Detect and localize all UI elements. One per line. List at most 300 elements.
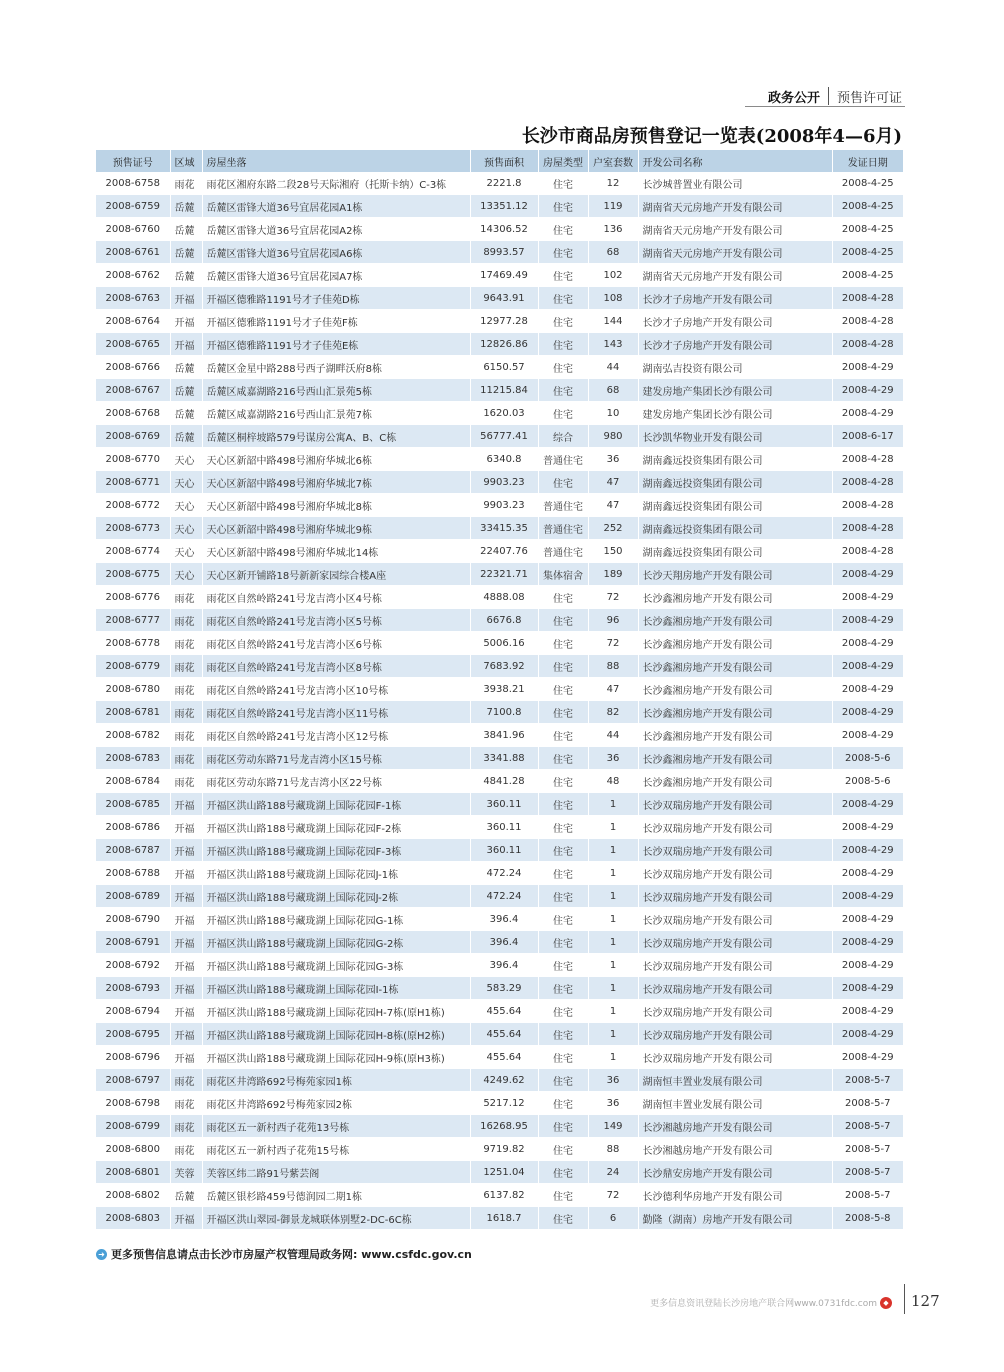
cell-area: 455.64: [470, 1023, 538, 1046]
cell-permit-no: 2008-6797: [96, 1069, 170, 1092]
cell-units: 1: [588, 793, 638, 816]
table-row: [96, 793, 903, 816]
cell-issue-date: 2008-4-28: [832, 540, 903, 563]
cell-location: 天心区新韶中路498号湘府华城北7栋: [202, 471, 470, 494]
table-row: [96, 724, 903, 747]
cell-units: 6: [588, 1207, 638, 1230]
cell-permit-no: 2008-6782: [96, 724, 170, 747]
table-row: [96, 770, 903, 793]
col-header-location: 房屋坐落: [202, 150, 470, 172]
cell-developer: 长沙城普置业有限公司: [638, 172, 832, 195]
cell-area: 360.11: [470, 816, 538, 839]
cell-permit-no: 2008-6766: [96, 356, 170, 379]
cell-location: 天心区新韶中路498号湘府华城北9栋: [202, 517, 470, 540]
subsection-label: 预售许可证: [836, 90, 902, 106]
cell-area: 455.64: [470, 1046, 538, 1069]
cell-permit-no: 2008-6792: [96, 954, 170, 977]
cell-issue-date: 2008-4-29: [832, 379, 903, 402]
table-row: [96, 1092, 903, 1115]
table-row: [96, 1161, 903, 1184]
cell-type: 住宅: [538, 1115, 588, 1138]
cell-area: 4841.28: [470, 770, 538, 793]
cell-developer: 长沙鑫湘房地产开发有限公司: [638, 632, 832, 655]
cell-permit-no: 2008-6770: [96, 448, 170, 471]
cell-type: 住宅: [538, 954, 588, 977]
cell-type: 住宅: [538, 701, 588, 724]
cell-location: 天心区新韶中路498号湘府华城北8栋: [202, 494, 470, 517]
cell-area: 455.64: [470, 1000, 538, 1023]
cell-district: 岳麓: [170, 264, 202, 287]
cell-area: 360.11: [470, 793, 538, 816]
cell-units: 96: [588, 609, 638, 632]
cell-issue-date: 2008-4-28: [832, 448, 903, 471]
cell-developer: 长沙双瑞房地产开发有限公司: [638, 977, 832, 1000]
cell-issue-date: 2008-4-29: [832, 816, 903, 839]
cell-area: 360.11: [470, 839, 538, 862]
cell-district: 开福: [170, 1046, 202, 1069]
footnote-text: 更多预售信息请点击长沙市房屋产权管理局政务网: www.csfdc.gov.cn: [111, 1248, 472, 1261]
cell-area: 17469.49: [470, 264, 538, 287]
cell-permit-no: 2008-6801: [96, 1161, 170, 1184]
table-row: [96, 747, 903, 770]
cell-developer: 长沙天翔房地产开发有限公司: [638, 563, 832, 586]
cell-district: 开福: [170, 977, 202, 1000]
col-header-type: 房屋类型: [538, 150, 588, 172]
table-row: [96, 586, 903, 609]
cell-developer: 长沙鑫湘房地产开发有限公司: [638, 586, 832, 609]
cell-location: 岳麓区桐梓坡路579号谋房公寓A、B、C栋: [202, 425, 470, 448]
page-title: 长沙市商品房预售登记一览表(2008年4—6月): [521, 126, 902, 147]
cell-permit-no: 2008-6773: [96, 517, 170, 540]
cell-type: 住宅: [538, 1184, 588, 1207]
cell-type: 住宅: [538, 1138, 588, 1161]
cell-permit-no: 2008-6779: [96, 655, 170, 678]
site-logo-icon: ◆: [880, 1297, 892, 1309]
cell-area: 1620.03: [470, 402, 538, 425]
cell-issue-date: 2008-4-29: [832, 1046, 903, 1069]
cell-district: 岳麓: [170, 425, 202, 448]
cell-developer: 建发房地产集团长沙有限公司: [638, 402, 832, 425]
cell-permit-no: 2008-6778: [96, 632, 170, 655]
cell-district: 天心: [170, 494, 202, 517]
cell-area: 583.29: [470, 977, 538, 1000]
cell-location: 雨花区劳动东路71号龙吉湾小区15号栋: [202, 747, 470, 770]
cell-area: 6137.82: [470, 1184, 538, 1207]
cell-units: 1: [588, 1046, 638, 1069]
cell-units: 72: [588, 586, 638, 609]
cell-permit-no: 2008-6783: [96, 747, 170, 770]
cell-area: 4888.08: [470, 586, 538, 609]
cell-permit-no: 2008-6790: [96, 908, 170, 931]
cell-location: 岳麓区雷锋大道36号宜居花园A2栋: [202, 218, 470, 241]
section-header: [745, 86, 905, 107]
cell-location: 岳麓区雷锋大道36号宜居花园A7栋: [202, 264, 470, 287]
cell-area: 14306.52: [470, 218, 538, 241]
section-label: 政务公开: [767, 90, 820, 106]
table-body: [96, 172, 903, 1230]
cell-location: 开福区洪山路188号藏珑湖上国际花园F-3栋: [202, 839, 470, 862]
table-row: [96, 310, 903, 333]
cell-type: 普通住宅: [538, 540, 588, 563]
cell-permit-no: 2008-6802: [96, 1184, 170, 1207]
cell-location: 开福区洪山翠园-御景龙城联体别墅2-DC-6C栋: [202, 1207, 470, 1230]
cell-issue-date: 2008-4-29: [832, 931, 903, 954]
cell-type: 住宅: [538, 770, 588, 793]
cell-permit-no: 2008-6765: [96, 333, 170, 356]
table-row: [96, 540, 903, 563]
cell-permit-no: 2008-6795: [96, 1023, 170, 1046]
cell-units: 1: [588, 839, 638, 862]
cell-issue-date: 2008-5-6: [832, 770, 903, 793]
cell-district: 岳麓: [170, 356, 202, 379]
site-note: [650, 1296, 892, 1309]
cell-developer: 长沙双瑞房地产开发有限公司: [638, 1023, 832, 1046]
cell-permit-no: 2008-6789: [96, 885, 170, 908]
cell-district: 开福: [170, 839, 202, 862]
table-row: [96, 678, 903, 701]
cell-units: 82: [588, 701, 638, 724]
cell-developer: 长沙鑫湘房地产开发有限公司: [638, 701, 832, 724]
cell-location: 开福区洪山路188号藏珑湖上国际花园G-3栋: [202, 954, 470, 977]
cell-area: 396.4: [470, 908, 538, 931]
cell-location: 岳麓区银杉路459号德润园二期1栋: [202, 1184, 470, 1207]
cell-type: 住宅: [538, 195, 588, 218]
cell-developer: 长沙才子房地产开发有限公司: [638, 287, 832, 310]
cell-issue-date: 2008-4-29: [832, 402, 903, 425]
cell-area: 6340.8: [470, 448, 538, 471]
cell-type: 住宅: [538, 1207, 588, 1230]
cell-area: 1251.04: [470, 1161, 538, 1184]
table-row: [96, 448, 903, 471]
cell-permit-no: 2008-6786: [96, 816, 170, 839]
cell-developer: 长沙双瑞房地产开发有限公司: [638, 1000, 832, 1023]
cell-area: 1618.7: [470, 1207, 538, 1230]
cell-type: 住宅: [538, 816, 588, 839]
cell-district: 开福: [170, 333, 202, 356]
cell-issue-date: 2008-5-7: [832, 1115, 903, 1138]
cell-area: 3341.88: [470, 747, 538, 770]
cell-location: 岳麓区咸嘉湖路216号西山汇景苑5栋: [202, 379, 470, 402]
cell-type: 住宅: [538, 586, 588, 609]
cell-units: 1: [588, 816, 638, 839]
cell-area: 22321.71: [470, 563, 538, 586]
cell-area: 4249.62: [470, 1069, 538, 1092]
table-row: [96, 632, 903, 655]
cell-developer: 湖南恒丰置业发展有限公司: [638, 1069, 832, 1092]
cell-permit-no: 2008-6803: [96, 1207, 170, 1230]
cell-district: 岳麓: [170, 218, 202, 241]
table-row: [96, 839, 903, 862]
cell-area: 3841.96: [470, 724, 538, 747]
cell-type: 住宅: [538, 678, 588, 701]
cell-location: 雨花区五一新村西子花苑13号栋: [202, 1115, 470, 1138]
cell-units: 149: [588, 1115, 638, 1138]
cell-type: 普通住宅: [538, 517, 588, 540]
cell-area: 9903.23: [470, 494, 538, 517]
cell-area: 7683.92: [470, 655, 538, 678]
table-row: [96, 1000, 903, 1023]
cell-area: 12826.86: [470, 333, 538, 356]
cell-district: 雨花: [170, 1138, 202, 1161]
cell-location: 天心区新韶中路498号湘府华城北6栋: [202, 448, 470, 471]
cell-type: 住宅: [538, 609, 588, 632]
cell-issue-date: 2008-5-7: [832, 1069, 903, 1092]
cell-issue-date: 2008-4-29: [832, 678, 903, 701]
cell-district: 雨花: [170, 770, 202, 793]
table-row: [96, 264, 903, 287]
cell-location: 雨花区井湾路692号梅苑家园2栋: [202, 1092, 470, 1115]
cell-issue-date: 2008-4-29: [832, 655, 903, 678]
cell-district: 雨花: [170, 1115, 202, 1138]
cell-developer: 长沙德利华房地产开发有限公司: [638, 1184, 832, 1207]
cell-units: 12: [588, 172, 638, 195]
cell-developer: 长沙双瑞房地产开发有限公司: [638, 885, 832, 908]
cell-type: 住宅: [538, 908, 588, 931]
cell-units: 47: [588, 494, 638, 517]
cell-location: 芙蓉区纬二路91号紫芸阁: [202, 1161, 470, 1184]
arrow-icon: ➜: [96, 1249, 107, 1260]
table-row: [96, 1207, 903, 1230]
table-row: [96, 1069, 903, 1092]
cell-developer: 长沙鑫湘房地产开发有限公司: [638, 678, 832, 701]
cell-units: 68: [588, 241, 638, 264]
table-row: [96, 172, 903, 195]
cell-location: 开福区洪山路188号藏珑湖上国际花园G-2栋: [202, 931, 470, 954]
cell-type: 住宅: [538, 172, 588, 195]
cell-permit-no: 2008-6777: [96, 609, 170, 632]
cell-developer: 湖南鑫远投资集团有限公司: [638, 494, 832, 517]
cell-area: 472.24: [470, 885, 538, 908]
cell-location: 开福区洪山路188号藏珑湖上国际花园H-7栋(原H1栋): [202, 1000, 470, 1023]
cell-type: 住宅: [538, 310, 588, 333]
cell-permit-no: 2008-6785: [96, 793, 170, 816]
cell-units: 36: [588, 1069, 638, 1092]
cell-location: 雨花区自然岭路241号龙吉湾小区6号栋: [202, 632, 470, 655]
cell-area: 472.24: [470, 862, 538, 885]
cell-type: 住宅: [538, 977, 588, 1000]
cell-developer: 长沙双瑞房地产开发有限公司: [638, 1046, 832, 1069]
cell-area: 396.4: [470, 931, 538, 954]
cell-developer: 长沙才子房地产开发有限公司: [638, 333, 832, 356]
cell-issue-date: 2008-4-28: [832, 517, 903, 540]
cell-issue-date: 2008-4-25: [832, 195, 903, 218]
cell-issue-date: 2008-4-28: [832, 471, 903, 494]
cell-units: 150: [588, 540, 638, 563]
table-row: [96, 241, 903, 264]
cell-permit-no: 2008-6764: [96, 310, 170, 333]
table-row: [96, 379, 903, 402]
cell-units: 48: [588, 770, 638, 793]
cell-type: 住宅: [538, 471, 588, 494]
cell-units: 143: [588, 333, 638, 356]
cell-area: 33415.35: [470, 517, 538, 540]
cell-developer: 湖南恒丰置业发展有限公司: [638, 1092, 832, 1115]
cell-district: 开福: [170, 885, 202, 908]
cell-type: 普通住宅: [538, 494, 588, 517]
cell-developer: 长沙湘越房地产开发有限公司: [638, 1138, 832, 1161]
cell-developer: 长沙湘越房地产开发有限公司: [638, 1115, 832, 1138]
cell-type: 住宅: [538, 241, 588, 264]
cell-issue-date: 2008-4-29: [832, 885, 903, 908]
table-row: [96, 517, 903, 540]
cell-developer: 湖南省天元房地产开发有限公司: [638, 195, 832, 218]
cell-units: 144: [588, 310, 638, 333]
cell-permit-no: 2008-6759: [96, 195, 170, 218]
table-row: [96, 908, 903, 931]
cell-type: 住宅: [538, 1069, 588, 1092]
cell-developer: 长沙双瑞房地产开发有限公司: [638, 839, 832, 862]
cell-location: 天心区新韶中路498号湘府华城北14栋: [202, 540, 470, 563]
table-row: [96, 977, 903, 1000]
cell-district: 天心: [170, 540, 202, 563]
cell-type: 住宅: [538, 885, 588, 908]
footnote: [96, 1246, 472, 1262]
cell-developer: 建发房地产集团长沙有限公司: [638, 379, 832, 402]
cell-area: 13351.12: [470, 195, 538, 218]
cell-district: 天心: [170, 563, 202, 586]
cell-permit-no: 2008-6762: [96, 264, 170, 287]
cell-area: 9903.23: [470, 471, 538, 494]
cell-permit-no: 2008-6800: [96, 1138, 170, 1161]
cell-type: 住宅: [538, 862, 588, 885]
cell-district: 雨花: [170, 586, 202, 609]
col-header-issue-date: 发证日期: [832, 150, 903, 172]
cell-district: 雨花: [170, 609, 202, 632]
cell-issue-date: 2008-4-29: [832, 1000, 903, 1023]
cell-permit-no: 2008-6781: [96, 701, 170, 724]
table-row: [96, 1115, 903, 1138]
cell-district: 天心: [170, 448, 202, 471]
cell-location: 开福区德雅路1191号才子佳苑F栋: [202, 310, 470, 333]
cell-area: 7100.8: [470, 701, 538, 724]
cell-units: 36: [588, 747, 638, 770]
cell-type: 住宅: [538, 931, 588, 954]
cell-district: 岳麓: [170, 402, 202, 425]
cell-type: 住宅: [538, 402, 588, 425]
page-number-divider: [904, 1284, 905, 1314]
cell-issue-date: 2008-4-25: [832, 218, 903, 241]
cell-area: 56777.41: [470, 425, 538, 448]
cell-location: 雨花区自然岭路241号龙吉湾小区5号栋: [202, 609, 470, 632]
cell-issue-date: 2008-4-29: [832, 701, 903, 724]
cell-units: 119: [588, 195, 638, 218]
cell-issue-date: 2008-4-29: [832, 609, 903, 632]
cell-issue-date: 2008-5-7: [832, 1092, 903, 1115]
table-row: [96, 494, 903, 517]
cell-units: 72: [588, 1184, 638, 1207]
cell-location: 雨花区五一新村西子花苑15号栋: [202, 1138, 470, 1161]
table-row: [96, 609, 903, 632]
cell-district: 雨花: [170, 724, 202, 747]
table-row: [96, 287, 903, 310]
cell-permit-no: 2008-6787: [96, 839, 170, 862]
cell-location: 开福区德雅路1191号才子佳苑D栋: [202, 287, 470, 310]
cell-location: 开福区洪山路188号藏珑湖上国际花园H-8栋(原H2栋): [202, 1023, 470, 1046]
cell-units: 1: [588, 862, 638, 885]
cell-issue-date: 2008-4-29: [832, 1023, 903, 1046]
col-header-district: 区域: [170, 150, 202, 172]
cell-units: 72: [588, 632, 638, 655]
cell-location: 开福区洪山路188号藏珑湖上国际花园F-2栋: [202, 816, 470, 839]
cell-developer: 湖南鑫远投资集团有限公司: [638, 540, 832, 563]
cell-type: 住宅: [538, 793, 588, 816]
table-row: [96, 655, 903, 678]
cell-district: 雨花: [170, 172, 202, 195]
cell-area: 8993.57: [470, 241, 538, 264]
cell-permit-no: 2008-6769: [96, 425, 170, 448]
cell-location: 雨花区湘府东路二段28号天际湘府（托斯卡纳）C-3栋: [202, 172, 470, 195]
cell-issue-date: 2008-5-7: [832, 1161, 903, 1184]
table-row: [96, 1138, 903, 1161]
presale-permit-table: [96, 150, 903, 1230]
cell-district: 开福: [170, 1207, 202, 1230]
cell-units: 1: [588, 1000, 638, 1023]
table-row: [96, 356, 903, 379]
cell-developer: 长沙鑫湘房地产开发有限公司: [638, 609, 832, 632]
col-header-developer: 开发公司名称: [638, 150, 832, 172]
cell-developer: 长沙双瑞房地产开发有限公司: [638, 862, 832, 885]
cell-permit-no: 2008-6798: [96, 1092, 170, 1115]
cell-developer: 湖南弘吉投资有限公司: [638, 356, 832, 379]
cell-area: 6676.8: [470, 609, 538, 632]
cell-area: 9643.91: [470, 287, 538, 310]
cell-units: 44: [588, 724, 638, 747]
cell-units: 47: [588, 678, 638, 701]
cell-permit-no: 2008-6761: [96, 241, 170, 264]
cell-district: 雨花: [170, 632, 202, 655]
cell-area: 5217.12: [470, 1092, 538, 1115]
cell-location: 开福区洪山路188号藏珑湖上国际花园H-9栋(原H3栋): [202, 1046, 470, 1069]
cell-type: 住宅: [538, 218, 588, 241]
cell-type: 住宅: [538, 1092, 588, 1115]
table-row: [96, 954, 903, 977]
cell-area: 22407.76: [470, 540, 538, 563]
table-row: [96, 218, 903, 241]
cell-issue-date: 2008-4-29: [832, 839, 903, 862]
cell-district: 开福: [170, 793, 202, 816]
cell-units: 1: [588, 954, 638, 977]
table-row: [96, 862, 903, 885]
cell-issue-date: 2008-4-29: [832, 862, 903, 885]
cell-developer: 长沙鑫湘房地产开发有限公司: [638, 770, 832, 793]
cell-issue-date: 2008-5-7: [832, 1138, 903, 1161]
cell-district: 雨花: [170, 1092, 202, 1115]
cell-issue-date: 2008-4-29: [832, 632, 903, 655]
cell-issue-date: 2008-4-29: [832, 954, 903, 977]
cell-units: 1: [588, 908, 638, 931]
cell-district: 芙蓉: [170, 1161, 202, 1184]
cell-units: 88: [588, 1138, 638, 1161]
table-row: [96, 333, 903, 356]
table-row: [96, 1184, 903, 1207]
cell-permit-no: 2008-6772: [96, 494, 170, 517]
table-row: [96, 402, 903, 425]
cell-location: 开福区德雅路1191号才子佳苑E栋: [202, 333, 470, 356]
cell-developer: 湖南鑫远投资集团有限公司: [638, 517, 832, 540]
cell-type: 住宅: [538, 264, 588, 287]
cell-area: 2221.8: [470, 172, 538, 195]
cell-type: 住宅: [538, 1161, 588, 1184]
table-row: [96, 1023, 903, 1046]
cell-district: 雨花: [170, 655, 202, 678]
cell-units: 108: [588, 287, 638, 310]
cell-area: 3938.21: [470, 678, 538, 701]
cell-developer: 湖南省天元房地产开发有限公司: [638, 264, 832, 287]
cell-developer: 长沙双瑞房地产开发有限公司: [638, 793, 832, 816]
cell-developer: 长沙双瑞房地产开发有限公司: [638, 954, 832, 977]
cell-permit-no: 2008-6788: [96, 862, 170, 885]
cell-location: 雨花区劳动东路71号龙吉湾小区22号栋: [202, 770, 470, 793]
